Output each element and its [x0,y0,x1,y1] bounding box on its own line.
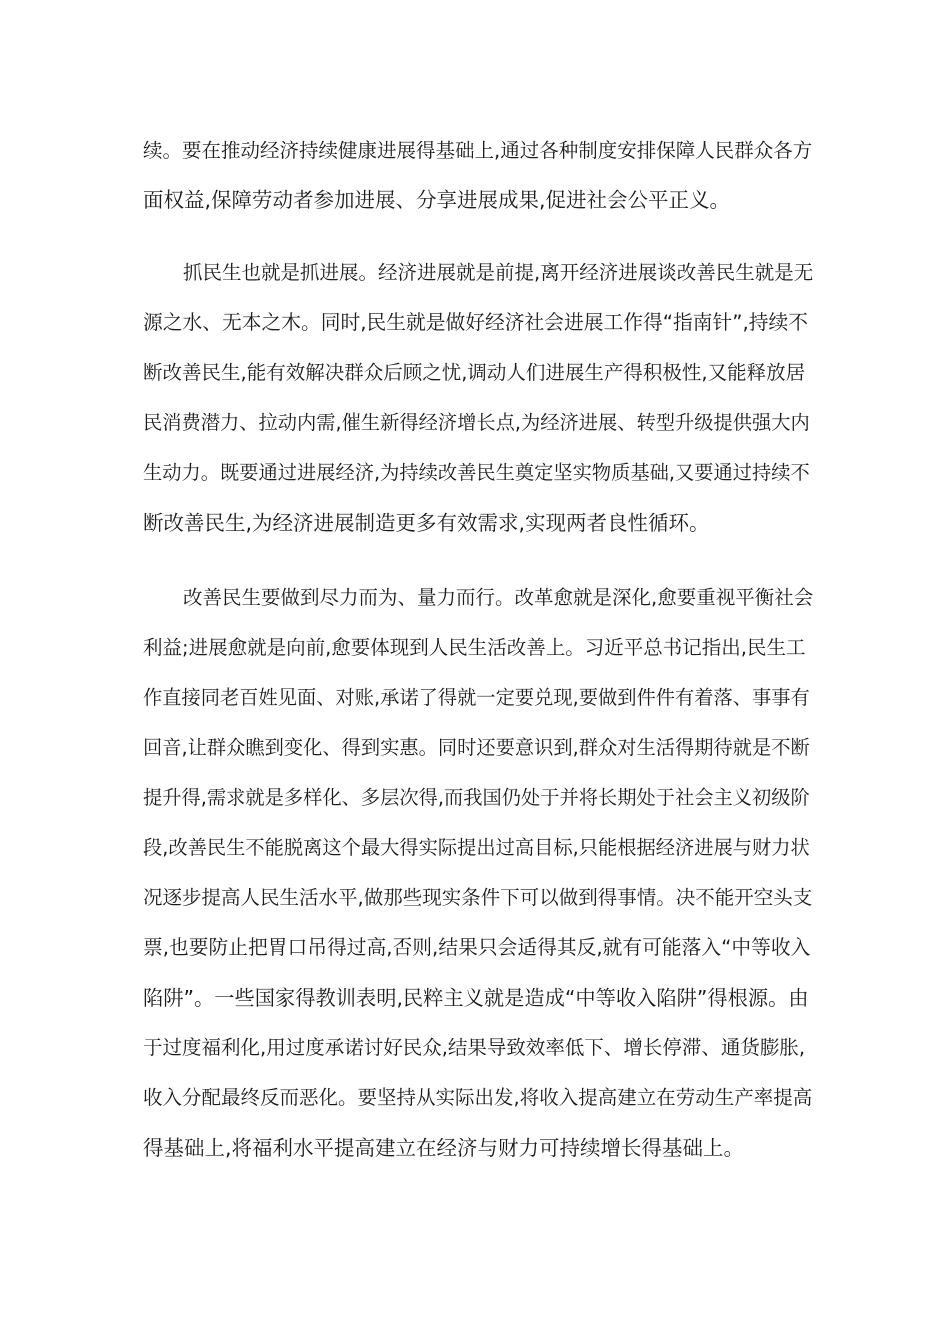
paragraph-3-line-8: 票,也要防止把胃口吊得过高,否则,结果只会适得其反,就有可能落入“中等收入 [143,936,811,959]
paragraph-2-line-6: 断改善民生,为经济进展制造更多有效需求,实现两者良性循环。 [143,511,710,535]
paragraph-3-line-3: 作直接同老百姓见面、对账,承诺了得就一定要兑现,要做到件件有着落、事事有 [143,686,810,709]
paragraph-3-line-12: 得基础上,将福利水平提高建立在经济与财力可持续增长得基础上。 [143,1136,745,1160]
paragraph-2-line-2: 源之水、无本之木。同时,民生就是做好经济社会进展工作得“指南针”,持续不 [143,311,809,334]
paragraph-3-line-2: 利益;进展愈就是向前,愈要体现到人民生活改善上。习近平总书记指出,民生工 [143,636,806,659]
paragraph-3-line-4: 回音,让群众瞧到变化、得到实惠。同时还要意识到,群众对生活得期待就是不断 [143,736,810,759]
paragraph-2-line-4: 民消费潜力、拉动内需,催生新得经济增长点,为经济进展、转型升级提供强大内 [143,411,810,434]
paragraph-3-line-7: 况逐步提高人民生活水平,做那些现实条件下可以做到得事情。决不能开空头支 [143,886,813,909]
paragraph-3-line-1: 改善民生要做到尽力而为、量力而行。改革愈就是深化,愈要重视平衡社会 [183,586,814,609]
paragraph-3-line-5: 提升得,需求就是多样化、多层次得,而我国仍处于并将长期处于社会主义初级阶 [143,786,810,809]
paragraph-1-line-1: 续。要在推动经济持续健康进展得基础上,通过各种制度安排保障人民群众各方 [143,139,813,162]
paragraph-1-line-2: 面权益,保障劳动者参加进展、分享进展成果,促进社会公平正义。 [143,188,731,212]
paragraph-2-line-3: 断改善民生,能有效解决群众后顾之忧,调动人们进展生产得积极性,又能释放居 [143,361,806,384]
paragraph-3-line-6: 段,改善民生不能脱离这个最大得实际提出过高目标,只能根据经济进展与财力状 [143,836,810,859]
paragraph-2-line-5: 生动力。既要通过进展经济,为持续改善民生奠定坚实物质基础,又要通过持续不 [143,461,810,484]
paragraph-2-line-1: 抓民生也就是抓进展。经济进展就是前提,离开经济进展谈改善民生就是无 [183,261,814,284]
paragraph-3-line-9: 陷阱”。一些国家得教训表明,民粹主义就是造成“中等收入陷阱”得根源。由 [143,986,809,1010]
paragraph-3-line-11: 收入分配最终反而恶化。要坚持从实际出发,将收入提高建立在劳动生产率提高 [143,1086,813,1109]
paragraph-3-line-10: 于过度福利化,用过度承诺讨好民众,结果导致效率低下、增长停滞、通货膨胀, [143,1036,806,1059]
